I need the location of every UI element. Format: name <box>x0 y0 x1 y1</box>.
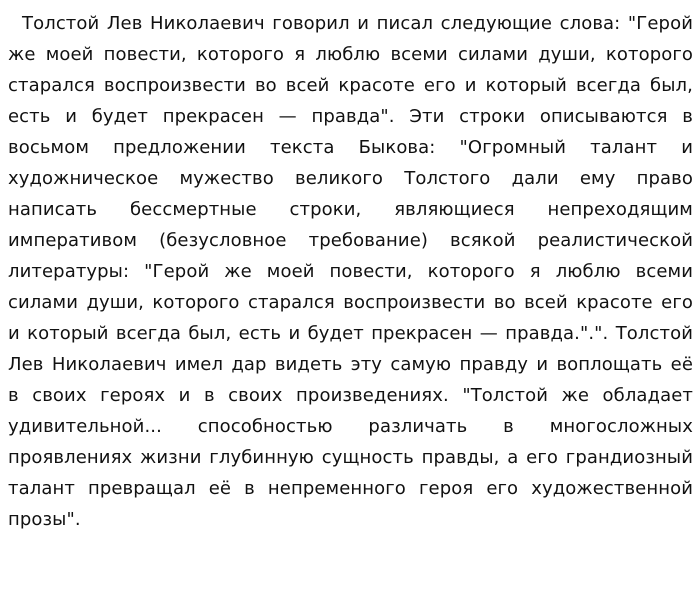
body-paragraph: Толстой Лев Николаевич говорил и писал следующие слова: "Герой же моей повести, которого я люблю всеми силами души, которого старался воспроизвести во всей красоте его и который всегда был, есть и будет прекрасен — правда". Эти строки описываются в восьмом предложении текста Быкова: "Огромный талант и художническое мужество великого Толстого дали ему право написать бессмертные строки, являющиеся непреходящим императивом (безусловное требование) всякой реалистической литературы: "Герой же моей повести, которого я люблю всеми силами души, которого старался воспроизвести во всей красоте его и который всегда был, есть и будет прекрасен — правда.".". Толстой Лев Николаевич имел дар видеть эту самую правду и воплощать её в своих героях и в своих произведениях. "Толстой же обладает удивительной... способностью различать в многосложных проявлениях жизни глубинную сущность правды, а его грандиозный талант превращал её в непременного героя его художественной прозы". <box>8 13 693 530</box>
document-page <box>8 8 693 535</box>
